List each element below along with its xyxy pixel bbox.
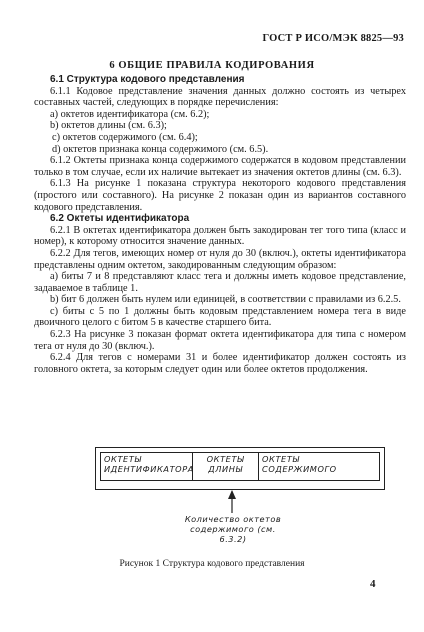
paragraph-6-2-3: 6.2.3 На рисунке 3 показан формат октета идентификатора для типа с номером тега от нуля до 30 (включ.).	[34, 329, 406, 352]
list-item-b: b) октетов длины (см. 6.3);	[50, 120, 167, 132]
page-number: 4	[370, 578, 376, 590]
figure-caption: Рисунок 1 Структура кодового представления	[119, 559, 305, 569]
paragraph-6-1-1: 6.1.1 Кодовое представление значения данных должно состоять из четырех составных частей, следующих в порядке перечисления:	[34, 85, 406, 109]
heading-6-2: 6.2 Октеты идентификатора	[50, 213, 190, 225]
length-octets-cell: ОКТЕТЫ ДЛИНЫ	[193, 453, 259, 480]
paragraph-6-2-2-b: b) бит 6 должен быть нулем или единицей, в соответствии с правилами из 6.2.5.	[50, 294, 401, 306]
figure-1	[95, 447, 395, 559]
paragraph-6-2-2-c: с) биты с 5 по 1 должны быть кодовым представлением номера тега в виде двоичного целого с битом 5 в качестве старшего бита.	[34, 305, 406, 329]
section-title: 6 ОБЩИЕ ПРАВИЛА КОДИРОВАНИЯ	[109, 60, 315, 71]
paragraph-6-1-3: 6.1.3 На рисунке 1 показана структура некоторого кодового представления (простого или составного). На рисунке 2 показан один из вариантов составного кодового представления.	[34, 178, 406, 213]
contents-octets-cell: ОКТЕТЫ СОДЕРЖИМОГО	[262, 454, 337, 474]
document-header: ГОСТ Р ИСО/МЭК 8825—93	[262, 33, 404, 44]
figure-annotation: Количество октетов содержимого (см. 6.3.2)	[184, 514, 282, 544]
body-text	[34, 74, 406, 375]
paragraph-6-2-2: 6.2.2 Для тегов, имеющих номер от нуля до 30 (включ.), октеты идентификатора представлены одним октетом, закодированным следующим образом:	[34, 247, 406, 271]
list-item-c: с) октетов содержимого (см. 6.4);	[52, 131, 198, 143]
heading-6-1: 6.1 Структура кодового представления	[50, 74, 245, 85]
paragraph-6-2-4: 6.2.4 Для тегов с номерами 31 и более идентификатор должен состоять из головного октета, за которым следует один или более октетов продолжения.	[34, 352, 406, 375]
list-item-d: d) октетов признака конца содержимого (см. 6.5).	[52, 143, 269, 155]
paragraph-6-2-1: 6.2.1 В октетах идентификатора должен быть закодирован тег того типа (класс и номер), к которому относится значение данных.	[34, 224, 406, 248]
identifier-octets-cell: ОКТЕТЫ ИДЕНТИФИКАТОРА	[101, 453, 193, 480]
list-item-a: а) октетов идентификатора (см. 6.2);	[50, 108, 210, 120]
paragraph-6-2-2-a: а) биты 7 и 8 представляют класс тега и должны иметь кодовое представление, задаваемое в таблице 1.	[34, 271, 406, 294]
paragraph-6-1-2: 6.1.2 Октеты признака конца содержимого содержатся в кодовом представлении только в том случае, если их наличие вытекает из значения октетов длины (см. 6.3).	[34, 155, 406, 178]
